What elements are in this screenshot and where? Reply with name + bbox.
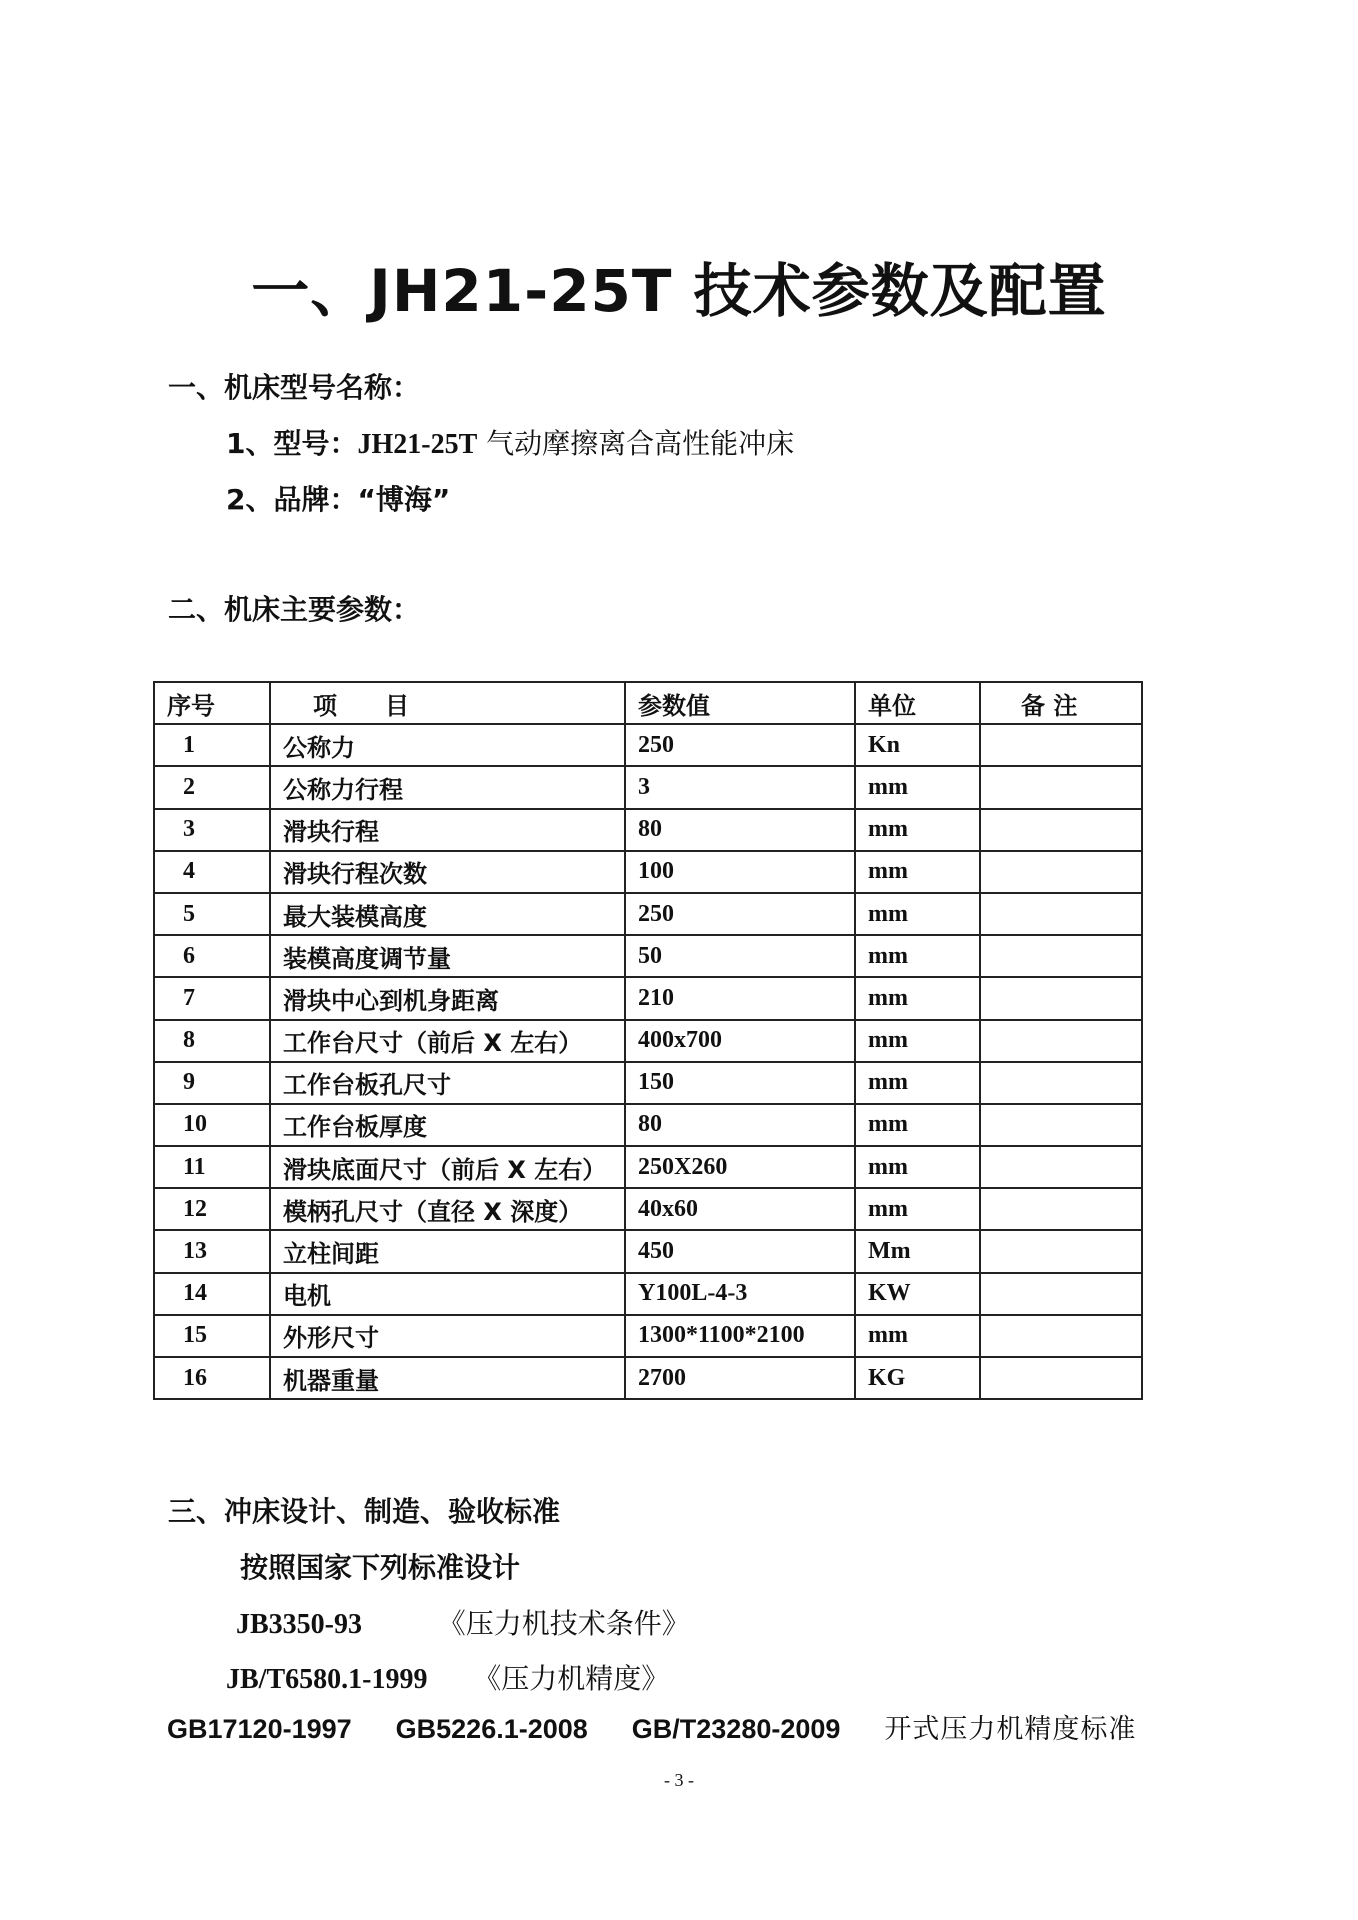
row-item: 电机 (270, 1273, 625, 1315)
standard-3c-code: GB/T23280-2009 (631, 1714, 841, 1744)
row-note (980, 1273, 1142, 1315)
row-index: 4 (154, 851, 270, 893)
table-row (154, 1020, 1142, 1062)
row-note (980, 935, 1142, 977)
row-unit: mm (855, 1315, 980, 1357)
page-title: 一、JH21-25T 技术参数及配置 (251, 257, 1107, 325)
row-item: 最大装模高度 (270, 893, 625, 935)
row-item: 工作台板孔尺寸 (270, 1062, 625, 1104)
header-value: 参数值 (625, 682, 855, 724)
row-item: 公称力 (270, 724, 625, 766)
row-index: 7 (154, 977, 270, 1019)
table-row (154, 1230, 1142, 1272)
row-note (980, 1230, 1142, 1272)
row-unit: mm (855, 1188, 980, 1230)
row-index: 14 (154, 1273, 270, 1315)
row-index: 13 (154, 1230, 270, 1272)
row-index: 11 (154, 1146, 270, 1188)
row-index: 10 (154, 1104, 270, 1146)
row-unit: Kn (855, 724, 980, 766)
row-note (980, 893, 1142, 935)
row-item: 滑块中心到机身距离 (270, 977, 625, 1019)
header-index: 序号 (154, 682, 270, 724)
row-unit: KG (855, 1357, 980, 1399)
row-index: 15 (154, 1315, 270, 1357)
table-row (154, 1357, 1142, 1399)
table-row (154, 1273, 1142, 1315)
row-value: Y100L-4-3 (625, 1273, 855, 1315)
standard-line-2 (226, 1657, 669, 1697)
row-index: 9 (154, 1062, 270, 1104)
standard-3b-code: GB5226.1-2008 (395, 1714, 588, 1744)
table-row (154, 724, 1142, 766)
row-value: 100 (625, 851, 855, 893)
standard-1-code: JB3350-93 (236, 1609, 362, 1640)
table-row (154, 977, 1142, 1019)
standard-1-name: 《压力机技术条件》 (437, 1607, 690, 1640)
header-item: 项 目 (270, 682, 625, 724)
row-unit: mm (855, 1062, 980, 1104)
row-note (980, 851, 1142, 893)
row-value: 80 (625, 809, 855, 851)
row-note (980, 1357, 1142, 1399)
section2-heading: 二、机床主要参数： (168, 593, 421, 626)
model-line (226, 422, 794, 462)
row-value: 50 (625, 935, 855, 977)
table-row (154, 766, 1142, 808)
row-index: 1 (154, 724, 270, 766)
table-row (154, 1146, 1142, 1188)
standards-intro: 按照国家下列标准设计 (240, 1551, 521, 1584)
row-item: 模柄孔尺寸（直径 X 深度） (270, 1188, 625, 1230)
table-row (154, 851, 1142, 893)
row-unit: mm (855, 935, 980, 977)
brand-prefix: 2、品牌： (226, 483, 358, 516)
row-index: 5 (154, 893, 270, 935)
table-row (154, 1104, 1142, 1146)
row-unit: mm (855, 809, 980, 851)
header-note: 备 注 (980, 682, 1142, 724)
row-item: 工作台尺寸（前后 X 左右） (270, 1020, 625, 1062)
row-unit: Mm (855, 1230, 980, 1272)
section3-heading: 三、冲床设计、制造、验收标准 (168, 1495, 561, 1528)
row-index: 8 (154, 1020, 270, 1062)
row-item: 外形尺寸 (270, 1315, 625, 1357)
row-item: 装模高度调节量 (270, 935, 625, 977)
row-index: 6 (154, 935, 270, 977)
model-value: JH21-25T (357, 429, 478, 460)
row-item: 滑块行程次数 (270, 851, 625, 893)
standard-line-3 (167, 1707, 1136, 1746)
standard-line-1 (236, 1602, 690, 1642)
table-row (154, 1062, 1142, 1104)
row-unit: mm (855, 766, 980, 808)
row-index: 2 (154, 766, 270, 808)
row-item: 机器重量 (270, 1357, 625, 1399)
row-unit: mm (855, 893, 980, 935)
row-unit: mm (855, 1020, 980, 1062)
row-unit: mm (855, 1146, 980, 1188)
row-value: 2700 (625, 1357, 855, 1399)
model-prefix: 1、型号： (226, 427, 358, 460)
row-unit: mm (855, 851, 980, 893)
table-row (154, 893, 1142, 935)
standard-2-code: JB/T6580.1-1999 (226, 1664, 428, 1695)
row-value: 250X260 (625, 1146, 855, 1188)
row-index: 12 (154, 1188, 270, 1230)
row-unit: KW (855, 1273, 980, 1315)
row-item: 滑块底面尺寸（前后 X 左右） (270, 1146, 625, 1188)
row-item: 工作台板厚度 (270, 1104, 625, 1146)
row-note (980, 1104, 1142, 1146)
row-value: 400x700 (625, 1020, 855, 1062)
row-value: 40x60 (625, 1188, 855, 1230)
table-row (154, 809, 1142, 851)
parameters-table (153, 681, 1143, 1400)
row-unit: mm (855, 1104, 980, 1146)
table-row (154, 1315, 1142, 1357)
row-note (980, 1062, 1142, 1104)
row-value: 210 (625, 977, 855, 1019)
row-note (980, 1146, 1142, 1188)
row-unit: mm (855, 977, 980, 1019)
table-header-row (154, 682, 1142, 724)
standard-2-name: 《压力机精度》 (473, 1662, 670, 1695)
row-index: 3 (154, 809, 270, 851)
row-note (980, 1315, 1142, 1357)
row-note (980, 1188, 1142, 1230)
row-note (980, 724, 1142, 766)
row-value: 250 (625, 893, 855, 935)
row-value: 450 (625, 1230, 855, 1272)
row-item: 滑块行程 (270, 809, 625, 851)
standard-3-name: 开式压力机精度标准 (884, 1714, 1137, 1745)
table-row (154, 1188, 1142, 1230)
model-desc: 气动摩擦离合高性能冲床 (477, 427, 795, 460)
row-note (980, 809, 1142, 851)
row-index: 16 (154, 1357, 270, 1399)
row-note (980, 1020, 1142, 1062)
row-value: 150 (625, 1062, 855, 1104)
row-value: 3 (625, 766, 855, 808)
page-number: - 3 - (664, 1770, 694, 1790)
section1-heading: 一、机床型号名称： (168, 371, 421, 404)
row-note (980, 977, 1142, 1019)
row-item: 立柱间距 (270, 1230, 625, 1272)
table-row (154, 935, 1142, 977)
header-unit: 单位 (855, 682, 980, 724)
standard-3a-code: GB17120-1997 (167, 1714, 352, 1744)
row-value: 80 (625, 1104, 855, 1146)
row-note (980, 766, 1142, 808)
brand-value: “博海” (357, 483, 451, 516)
row-item: 公称力行程 (270, 766, 625, 808)
row-value: 250 (625, 724, 855, 766)
brand-line (226, 478, 450, 518)
row-value: 1300*1100*2100 (625, 1315, 855, 1357)
